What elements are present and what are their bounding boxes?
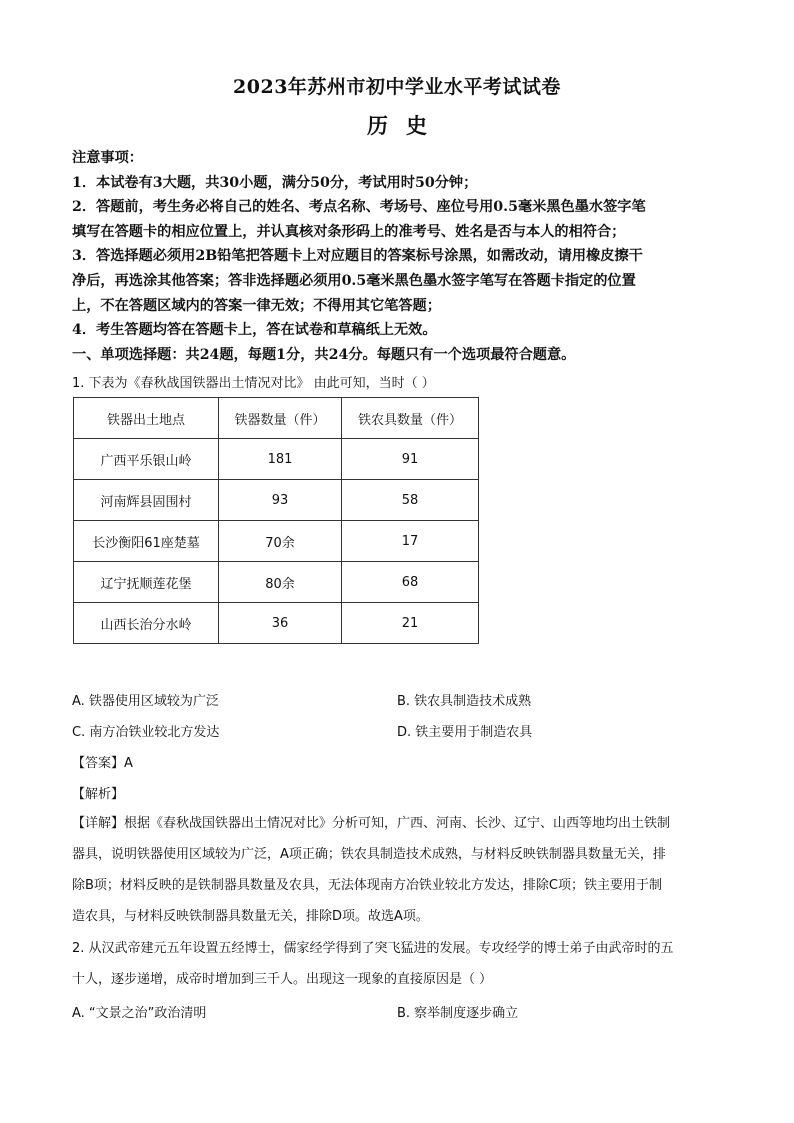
instruction-line: 净后，再选涂其他答案；答非选择题必须用0.5毫米黑色墨水签字笔写在答题卡指定的位置 <box>72 272 636 289</box>
instruction-line: 填写在答题卡的相应位置上，并认真核对条形码上的准考号、姓名是否与本人的相符合； <box>72 223 626 240</box>
subject-title: 历史 <box>367 113 445 138</box>
table-cell: 91 <box>342 439 479 480</box>
exam-instructions <box>72 146 722 367</box>
table-row <box>74 480 479 521</box>
table-row <box>74 562 479 603</box>
explanation-line: 除B项；材料反映的是铁制器具数量及农具，无法体现南方冶铁业较北方发达，排除C项；铁主要用于制 <box>72 878 662 893</box>
exam-title: 2023年苏州市初中学业水平考试试卷 <box>233 76 561 98</box>
table-cell: 58 <box>342 480 479 521</box>
table-header-row <box>74 398 479 439</box>
instructions-heading: 注意事项： <box>72 150 143 166</box>
table-cell: 80余 <box>219 562 342 603</box>
table-cell: 36 <box>219 603 342 644</box>
table-cell: 70余 <box>219 521 342 562</box>
instruction-line: 上，不在答题区域内的答案一律无效；不得用其它笔答题； <box>72 297 441 314</box>
explanation-line: 器具，说明铁器使用区域较为广泛，A项正确；铁农具制造技术成熟，与材料反映铁制器具数量无关，排 <box>72 847 666 862</box>
table-cell: 17 <box>342 521 479 562</box>
question-2-stem <box>72 933 724 995</box>
question-2-option-a: A. “文景之治”政治清明 <box>72 1006 207 1021</box>
question-2-option-b: B. 察举制度逐步确立 <box>397 1006 519 1021</box>
instruction-line: 4．考生答题均答在答题卡上，答在试卷和草稿纸上无效。 <box>72 322 437 339</box>
table-cell: 21 <box>342 603 479 644</box>
question-1-answer: 【答案】A <box>72 756 133 771</box>
table-header-cell: 铁器出土地点 <box>74 398 219 439</box>
table-cell: 68 <box>342 562 479 603</box>
question-2-stem-line: 十人，逐步递增，成帝时增加到三千人。出现这一现象的直接原因是（ ） <box>72 972 493 987</box>
table-cell: 山西长治分水岭 <box>74 603 219 644</box>
table-cell: 181 <box>219 439 342 480</box>
table-cell: 辽宁抚顺莲花堡 <box>74 562 219 603</box>
explanation-line: 【详解】根据《春秋战国铁器出土情况对比》分析可知，广西、河南、长沙、辽宁、山西等地均出土铁制 <box>72 816 671 831</box>
table-row <box>74 439 479 480</box>
table-header-cell: 铁器数量（件） <box>219 398 342 439</box>
table-row <box>74 603 479 644</box>
table-cell: 长沙衡阳61座楚墓 <box>74 521 219 562</box>
table-header-cell: 铁农具数量（件） <box>342 398 479 439</box>
question-1-option-a: A. 铁器使用区域较为广泛 <box>72 694 219 709</box>
table-cell: 河南辉县固围村 <box>74 480 219 521</box>
table-cell: 93 <box>219 480 342 521</box>
table-row <box>74 521 479 562</box>
question-1-analysis-label: 【解析】 <box>72 787 125 802</box>
explanation-line: 造农具，与材料反映铁制器具数量无关，排除D项。故选A项。 <box>72 909 429 924</box>
question-1-explanation <box>72 808 724 932</box>
question-1-option-b: B. 铁农具制造技术成熟 <box>397 694 532 709</box>
question-1-option-d: D. 铁主要用于制造农具 <box>397 725 533 740</box>
question-2-stem-line: 2. 从汉武帝建元五年设置五经博士，儒家经学得到了突飞猛进的发展。专攻经学的博士弟子由武帝时的五 <box>72 941 674 956</box>
instruction-line: 3．答选择题必须用2B铅笔把答题卡上对应题目的答案标号涂黑，如需改动，请用橡皮擦干 <box>72 248 643 265</box>
instruction-line: 2．答题前，考生务必将自己的姓名、考点名称、考场号、座位号用0.5毫米黑色墨水签字笔 <box>72 199 646 216</box>
question-1-option-c: C. 南方冶铁业较北方发达 <box>72 725 220 740</box>
question-1-stem: 1. 下表为《春秋战国铁器出土情况对比》 由此可知，当时（ ） <box>72 376 435 391</box>
table-cell: 广西平乐银山岭 <box>74 439 219 480</box>
iron-artifacts-table <box>73 397 479 644</box>
section-heading: 一、单项选择题：共24题，每题1分，共24分。每题只有一个选项最符合题意。 <box>72 346 576 363</box>
instruction-line: 1．本试卷有3大题，共30小题，满分50分，考试用时50分钟； <box>72 174 478 191</box>
